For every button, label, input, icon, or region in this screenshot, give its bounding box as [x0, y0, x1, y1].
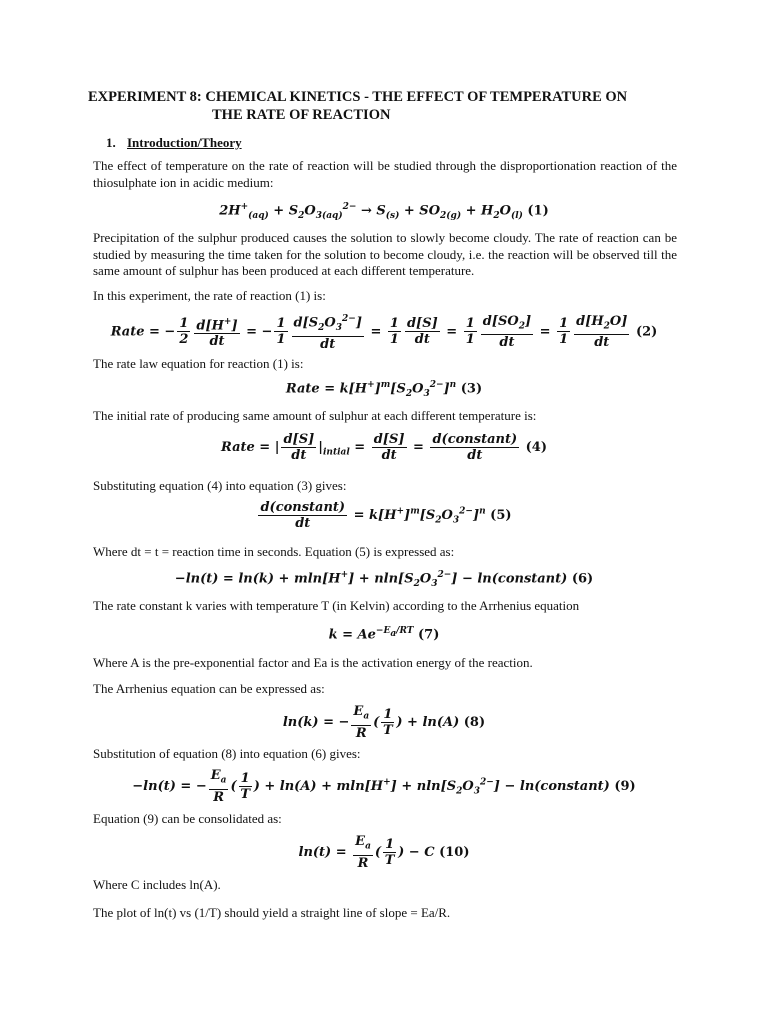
section-number: 1. [106, 135, 116, 150]
equation-9: −ln(t) = − $\frac{E_a}{R}$ ( $\frac{1}{T}$ ) + $\ln(A) + mln[H^+] + nln[S_2O_3^{2-}]$ − ln(constant) (9) [132, 768, 636, 805]
equation-10: ln(t) = $\frac{E_a}{R}$ ( $\frac{1}{T}$ ) − C (10) [298, 834, 470, 871]
paragraph-arrhenius-expressed: The Arrhenius equation can be expressed as: [93, 681, 325, 696]
paragraph-where-c: Where C includes ln(A). [93, 877, 221, 892]
equation-2-label: (2) [635, 324, 658, 340]
document-title [88, 88, 688, 124]
equation-5-label: (5) [490, 508, 512, 523]
section-heading [106, 135, 242, 151]
equation-6: $-\ln(t) = \ln(k) + mln[H^+] + nln[S_2O_3^{2-}]$ − ln(constant) (6) [174, 570, 594, 589]
equation-1: $2H^+_{(aq)} + S_2O_{3(aq)}^{2-} \to S_{(s)} + SO_{2(g)} + H_2O_{(l)}$ (1) [219, 202, 549, 221]
equation-3: Rate = $k[H^+]^m[S_2O_3^{2-}]^n$ (3) [285, 380, 483, 399]
paragraph-rate-intro: In this experiment, the rate of reaction (1) is: [93, 288, 326, 303]
title-line-1: EXPERIMENT 8: CHEMICAL KINETICS - THE EFFECT OF TEMPERATURE ON [88, 89, 628, 105]
paragraph-arrhenius-intro: The rate constant k varies with temperature T (in Kelvin) according to the Arrhenius equation [93, 598, 580, 613]
equation-8: ln(k) = − $\frac{E_a}{R}$ ( $\frac{1}{T}$ ) + ln(A) (8) [282, 704, 486, 741]
title-line-2: THE RATE OF REACTION [212, 107, 391, 123]
equation-10-label: (10) [439, 844, 470, 860]
paragraph-precipitation: Precipitation of the sulphur produced causes the solution to slowly become cloudy. The rate of reaction can be studied by measuring the time taken for the solution to become cloudy, i.e. the reaction will be observed till the same amount of sulphur has been produced at each different temperature. [93, 230, 677, 278]
paragraph-substitution-8: Substitution of equation (8) into equation (6) gives: [93, 746, 361, 761]
paragraph-rate-law: The rate law equation for reaction (1) is: [93, 356, 304, 371]
equation-8-label: (8) [463, 714, 486, 730]
equation-4-label: (4) [525, 440, 547, 455]
paragraph-substituting: Substituting equation (4) into equation (3) gives: [93, 478, 347, 493]
equation-7: $k = Ae^{-E_a/RT}$ (7) [328, 626, 440, 643]
paragraph-pre-exponential: Where A is the pre-exponential factor and Ea is the activation energy of the reaction. [93, 655, 533, 670]
paragraph-intro: The effect of temperature on the rate of reaction will be studied through the disproportionation reaction of the thiosulphate ion in acidic medium: [93, 158, 677, 190]
equation-5: $\frac{\text{d(constant)}}{dt}$ = $k[H^+]^m[S_2O_3^{2-}]^n$ (5) [260, 500, 512, 531]
paragraph-consolidated: Equation (9) can be consolidated as: [93, 811, 282, 826]
paragraph-where-dt: Where dt = t = reaction time in seconds. Equation (5) is expressed as: [93, 544, 455, 559]
equation-2: Rate = − $\frac{1}{2}$ $\frac{d[H^+]}{dt}$ = − $\frac{1}{1}$ $\frac{d[S_2O_3^{2-}]}{dt}$ = $\frac{1}{1}$ $\frac{d[S]}{dt}$ = $\frac{1}{1}$ $\frac{d[SO_2]}{dt}$ = $\frac{1}{1}$ $\frac{d[H_2O]}{dt}$ (2) [110, 313, 658, 352]
equation-9-label: (9) [614, 778, 636, 794]
equation-4: Rate = | $\frac{d[S]}{dt}$ $|_{intial}$ = $\frac{d[S]}{dt}$ = $\frac{\text{d(constant)}}{dt}$ (4) [220, 432, 547, 463]
paragraph-plot-slope: The plot of ln(t) vs (1/T) should yield a straight line of slope = Ea/R. [93, 905, 451, 920]
section-title: Introduction/Theory [127, 135, 242, 150]
paragraph-initial-rate: The initial rate of producing same amount of sulphur at each different temperature is: [93, 408, 537, 423]
